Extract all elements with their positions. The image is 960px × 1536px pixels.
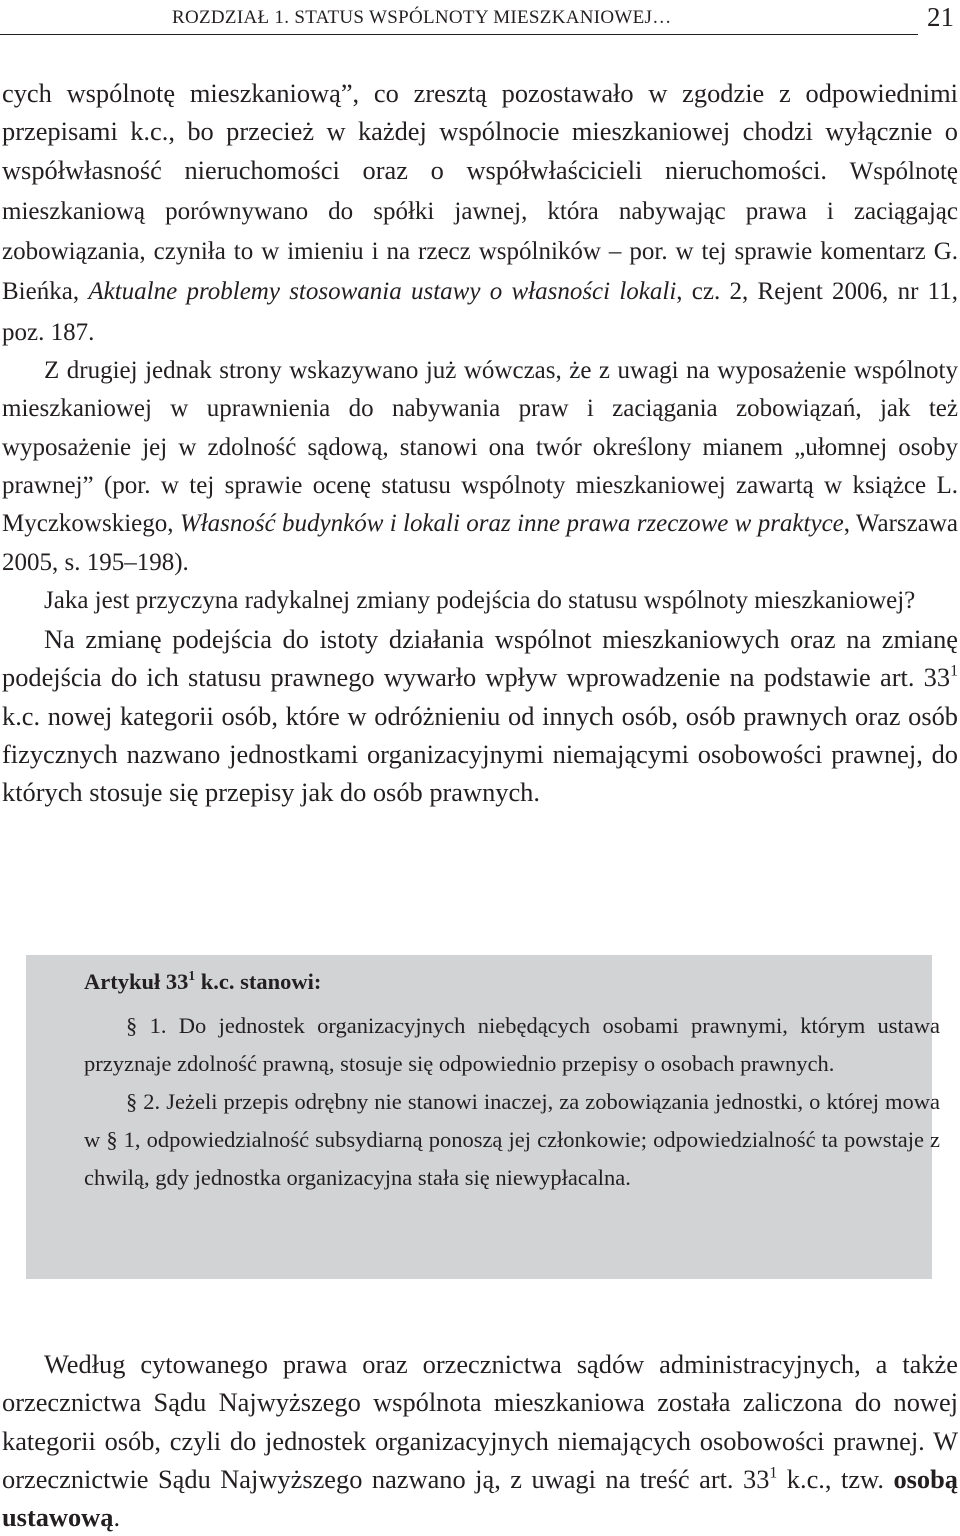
page-number: 21 [927,2,954,32]
paragraph-5-text: Według cytowanego prawa oraz orzecznictwa sądów administracyjnych, a także orzecznictwa Sądu Najwyższego wspólnota mieszkaniowa została zaliczona do nowej kategorii osób, czyli do jednostek organizacyjnych niemających osobowości prawnej. W orzecznictwie Sądu Najwyższego nazwano ją, z uwagi na treść art. 33 [2,1349,958,1494]
article-title-end: k.c. stanowi: [195,969,322,994]
header-rule [0,34,918,35]
paragraph-1 [2,74,958,352]
reference-note [2,158,958,346]
paragraph-4-text: Na zmianę podejścia do istoty działania wspólnot mieszkaniowych oraz na zmianę podejścia do ich statusu prawnego wywarło wpływ wprowadzenie na podstawie art. 33 [2,624,958,693]
reference-note-text: Wspólnotę mieszkaniową porównywano do spółki jawnej, która nabywając prawa i zaciągając zobowiązania, czyniła to w imieniu i na rzecz wspólników – por. w tej sprawie komentarz G. Bieńka, [2,157,958,306]
question-paragraph: Jaka jest przyczyna radykalnej zmiany podejścia do statusu wspólnoty mieszkaniowej? [44,586,916,614]
closing-text [2,1345,958,1536]
paragraph-2-end: , Warszawa 2005, s. 195–198). [2,510,958,576]
paragraph-2-text: Z drugiej jednak strony wskazywano już wówczas, że z uwagi na wyposażenie wspólnoty mieszkaniowej w uprawnienia do nabywania praw i zaciągania zobowiązań, jak też wyposażenie jej w zdolność sądową, stanowi ona twór określony mianem „ułomnej osoby prawnej” (por. w tej sprawie ocenę statusu wspólnoty mieszkaniowej zawartą w książce L. Myczkowskiego, [2,357,958,538]
article-title-text: Artykuł 33 [84,969,189,994]
paragraph-2 [2,352,958,582]
running-header [0,0,960,40]
main-text [2,74,958,812]
emphasized-term: osobą ustawową [2,1463,958,1533]
superscript: 1 [769,1464,778,1482]
paragraph-4 [2,620,958,811]
reference-title: Aktualne problemy stosowania ustawy o własności lokali [88,278,677,306]
article-quote-content [84,967,940,1197]
paragraph-5 [2,1345,958,1536]
superscript: 1 [950,663,958,681]
article-quote-title [84,967,940,997]
article-section-2: § 2. Jeżeli przepis odrębny nie stanowi inaczej, za zobowiązania jednostki, o której mowa w § 1, odpowiedzialność subsydiarną ponoszą jej członkowie; odpowiedzialność ta powstaje z chwilą, gdy jednostka organizacyjna stała się niewypłacalna. [84,1089,940,1190]
reference-source: , cz. 2, Rejent 2006, nr 11, poz. 187. [2,278,958,346]
book-title: Własność budynków i lokali oraz inne prawa rzeczowe w praktyce [179,510,844,538]
chapter-title: ROZDZIAŁ 1. STATUS WSPÓLNOTY MIESZKANIOWEJ… [172,7,672,28]
article-title-superscript: 1 [188,968,196,984]
article-section-1: § 1. Do jednostek organizacyjnych niebędących osobami prawnymi, którym ustawa przyznaje zdolność prawną, stosuje się odpowiednio przepisy o osobach prawnych. [84,1013,940,1076]
paragraph-5-mid: k.c., tzw. [777,1463,894,1494]
paragraph-4-end: k.c. nowej kategorii osób, które w odróżnieniu od innych osób, osób prawnych oraz osób fizycznych nazwano jednostkami organizacyjnymi niemającymi osobowości prawnej, do których stosuje się przepisy jak do osób prawnych. [2,700,958,808]
paragraph-5-end: . [113,1502,121,1533]
paragraph-1-text: cych wspólnotę mieszkaniową”, co zresztą pozostawało w zgodzie z odpowiednimi przepisami k.c., bo przecież w każdej wspólnocie mieszkaniowej chodzi wyłącznie o współwłasność nieruchomości oraz o współwłaścicieli nieruchomości. [2,78,958,185]
article-quote-box [26,955,940,1279]
